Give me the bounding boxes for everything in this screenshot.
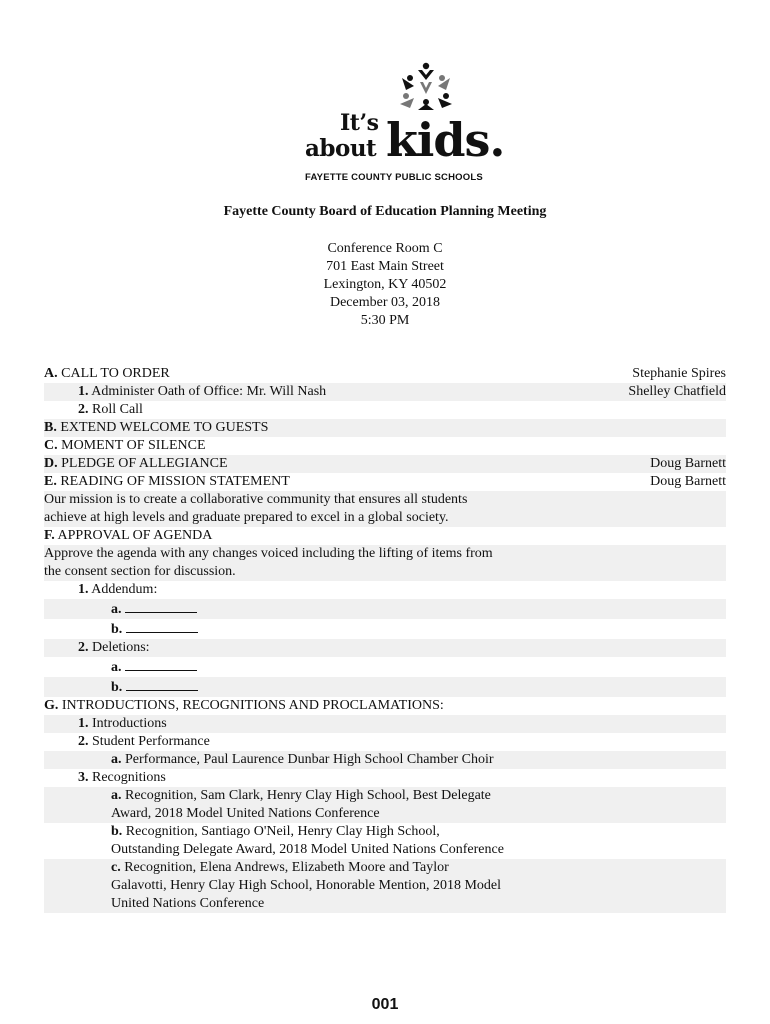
agenda-item-number: b. <box>111 824 123 839</box>
agenda-item-presenter <box>517 697 726 715</box>
agenda-item <box>44 401 726 419</box>
agenda-item-presenter <box>517 437 726 455</box>
agenda-item-text <box>44 383 517 401</box>
blank-line <box>126 677 198 691</box>
logo-its: It’s <box>340 110 379 136</box>
agenda-item-text <box>44 455 517 473</box>
city-line: Lexington, KY 40502 <box>323 277 447 292</box>
agenda-item-number: b. <box>111 622 123 637</box>
agenda-item-text <box>44 715 517 733</box>
agenda-item-text <box>44 823 517 859</box>
agenda-item-presenter: Doug Barnett <box>517 455 726 473</box>
agenda-item <box>44 639 726 657</box>
agenda-item-label: MOMENT OF SILENCE <box>61 438 206 453</box>
agenda-item-text <box>44 545 517 581</box>
agenda-item-label: Student Performance <box>92 734 210 749</box>
agenda-item-presenter <box>517 859 726 913</box>
agenda-item-presenter <box>517 751 726 769</box>
agenda-item-presenter <box>517 733 726 751</box>
meeting-location <box>0 240 770 330</box>
date-line: December 03, 2018 <box>329 295 441 310</box>
agenda-item-label: APPROVAL OF AGENDA <box>57 528 213 543</box>
agenda-item-number: B. <box>44 420 57 435</box>
agenda-item-presenter <box>517 491 726 527</box>
agenda-item-number: A. <box>44 366 58 381</box>
agenda-item-label: INTRODUCTIONS, RECOGNITIONS AND PROCLAMATIONS: <box>61 698 444 713</box>
agenda-item-number: F. <box>44 528 55 543</box>
agenda-item-text <box>44 697 517 715</box>
agenda-item-presenter <box>517 527 726 545</box>
agenda-item-number: 3. <box>78 770 89 785</box>
agenda-item-text <box>44 751 517 769</box>
agenda-item <box>44 365 726 383</box>
agenda-item <box>44 473 726 491</box>
agenda-item-number: a. <box>111 602 122 617</box>
blank-line <box>126 619 198 633</box>
agenda-item <box>44 657 726 677</box>
meeting-title: Fayette County Board of Education Planning Meeting <box>223 204 547 219</box>
agenda-item-presenter <box>517 639 726 657</box>
agenda-item-label: Recognitions <box>92 770 166 785</box>
time-line: 5:30 PM <box>360 313 410 328</box>
agenda-item-number: C. <box>44 438 58 453</box>
agenda-item-number: E. <box>44 474 57 489</box>
agenda-item <box>44 715 726 733</box>
agenda-item-text <box>44 639 517 657</box>
agenda-item-presenter <box>517 401 726 419</box>
agenda-item-number: D. <box>44 456 58 471</box>
agenda-item <box>44 527 726 545</box>
fcps-logo <box>300 60 505 190</box>
blank-line <box>125 657 197 671</box>
agenda-item <box>44 677 726 697</box>
agenda-item-presenter <box>517 599 726 619</box>
agenda-item <box>44 491 726 527</box>
agenda-item-number: 1. <box>78 582 89 597</box>
agenda-item-text <box>44 619 517 639</box>
agenda-item <box>44 419 726 437</box>
agenda-item-presenter: Stephanie Spires <box>632 366 726 381</box>
blank-line <box>125 599 197 613</box>
agenda-item-text <box>44 581 517 599</box>
agenda-item-label: Administer Oath of Office: Mr. Will Nash <box>91 384 327 399</box>
stars-people-icon <box>396 60 456 112</box>
agenda-item-text <box>44 733 517 751</box>
agenda-item-presenter: Shelley Chatfield <box>517 383 726 401</box>
agenda-item-label: Introductions <box>92 716 167 731</box>
agenda-item-presenter <box>517 545 726 581</box>
agenda-item-presenter <box>517 419 726 437</box>
agenda-item <box>44 859 726 913</box>
agenda-item-number: 2. <box>78 640 89 655</box>
agenda-item <box>44 733 726 751</box>
agenda-item-label: READING OF MISSION STATEMENT <box>60 474 290 489</box>
agenda-item-text <box>44 769 517 787</box>
agenda-item <box>44 437 726 455</box>
agenda-item-number: c. <box>111 860 121 875</box>
agenda-item <box>44 769 726 787</box>
agenda-item-presenter <box>517 677 726 697</box>
agenda-item-number: a. <box>111 788 122 803</box>
agenda-item-label: Recognition, Sam Clark, Henry Clay High School, Best Delegate Award, 2018 Model United Nations Conference <box>111 788 491 821</box>
agenda-item <box>44 581 726 599</box>
agenda-item-label: CALL TO ORDER <box>61 366 170 381</box>
agenda-item-number: 2. <box>78 734 89 749</box>
agenda-item-presenter <box>517 787 726 823</box>
agenda-table <box>44 365 726 913</box>
logo-about: about <box>305 135 377 162</box>
agenda-item-text <box>44 365 517 383</box>
agenda-item-label: Roll Call <box>92 402 143 417</box>
agenda-item <box>44 751 726 769</box>
agenda-item <box>44 545 726 581</box>
agenda-item-number: 2. <box>78 402 89 417</box>
agenda-item-label: PLEDGE OF ALLEGIANCE <box>61 456 228 471</box>
agenda-item-presenter <box>517 715 726 733</box>
agenda-item-label: Performance, Paul Laurence Dunbar High School Chamber Choir <box>125 752 494 767</box>
agenda-item-label: Our mission is to create a collaborative community that ensures all students achieve at high levels and graduate prepared to excel in a global society. <box>44 492 468 525</box>
logo-district-name: FAYETTE COUNTY PUBLIC SCHOOLS <box>305 172 483 183</box>
agenda-item-text <box>44 677 517 697</box>
agenda-item-text <box>44 419 517 437</box>
agenda-item <box>44 697 726 715</box>
agenda-item-presenter <box>517 657 726 677</box>
street-line: 701 East Main Street <box>326 259 444 274</box>
agenda-item-text <box>44 401 517 419</box>
agenda-item-text <box>44 599 517 619</box>
agenda-item-text <box>44 491 517 527</box>
agenda-item-number: a. <box>111 660 122 675</box>
agenda-item-presenter <box>517 619 726 639</box>
agenda-item-label: Deletions: <box>92 640 150 655</box>
room-line: Conference Room C <box>327 241 443 256</box>
agenda-item-label: EXTEND WELCOME TO GUESTS <box>60 420 269 435</box>
agenda-item-presenter <box>517 769 726 787</box>
page-number: 001 <box>371 996 399 1013</box>
agenda-item-number: 1. <box>78 384 89 399</box>
agenda-item-text <box>44 657 517 677</box>
agenda-item-presenter <box>517 823 726 859</box>
agenda-item-label: Addendum: <box>91 582 158 597</box>
agenda-item-presenter: Doug Barnett <box>650 474 726 489</box>
agenda-item-text <box>44 473 517 491</box>
logo-kids: kids. <box>386 113 505 167</box>
agenda-item-label: Recognition, Santiago O'Neil, Henry Clay High School, Outstanding Delegate Award, 2018 Model United Nations Conference <box>111 824 504 857</box>
agenda-item <box>44 455 726 473</box>
agenda-item-number: G. <box>44 698 59 713</box>
agenda-item-text <box>44 859 517 913</box>
agenda-item-number: b. <box>111 680 123 695</box>
agenda-item-number: a. <box>111 752 122 767</box>
agenda-item-label: Approve the agenda with any changes voiced including the lifting of items from the consent section for discussion. <box>44 546 493 579</box>
agenda-item-text <box>44 787 517 823</box>
agenda-item-number: 1. <box>78 716 89 731</box>
agenda-item <box>44 823 726 859</box>
agenda-item <box>44 787 726 823</box>
agenda-item <box>44 599 726 619</box>
agenda-item-text <box>44 527 517 545</box>
agenda-item-label: Recognition, Elena Andrews, Elizabeth Moore and Taylor Galavotti, Henry Clay High School, Honorable Mention, 2018 Model United Nations Conference <box>111 860 501 911</box>
agenda-item-presenter <box>517 581 726 599</box>
agenda-item <box>44 383 726 401</box>
agenda-item-text <box>44 437 517 455</box>
agenda-item <box>44 619 726 639</box>
